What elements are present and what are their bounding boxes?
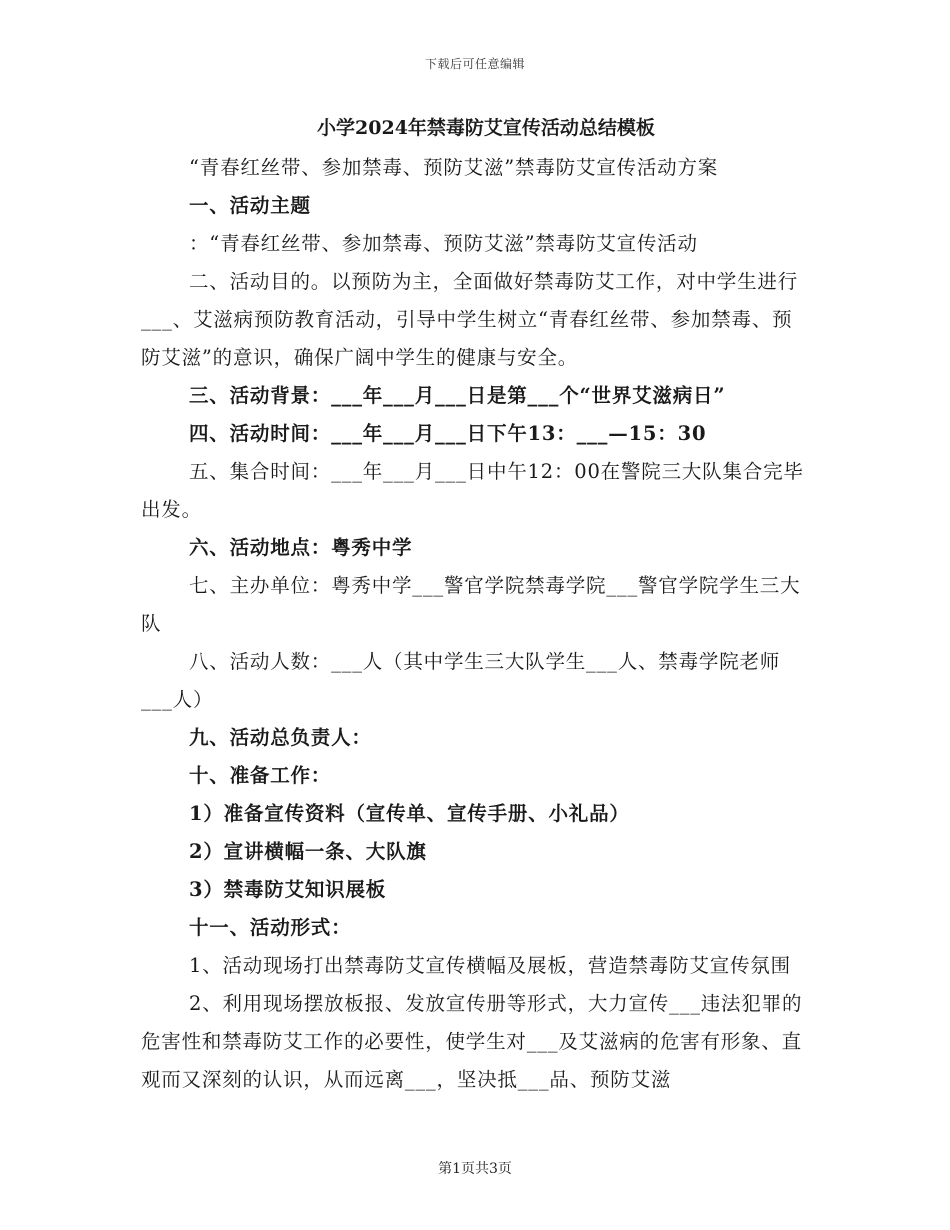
paragraph-organizer: 七、主办单位：粤秀中学___警官学院禁毒学院___警官学院学生三大队 [141, 574, 801, 635]
document-body [141, 113, 811, 1099]
list-item-prep-3: 3）禁毒防艾知识展板 [189, 878, 387, 901]
list-item-format-2: 2、利用现场摆放板报、发放宣传册等形式，大力宣传___违法犯罪的危害性和禁毒防艾工作的必要性，使学生对___及艾滋病的危害有形象、直观而又深刻的认识，从而远离___，坚决抵___品、预防艾滋 [141, 992, 803, 1091]
section-heading-theme: 一、活动主题 [189, 194, 311, 217]
section-time: 四、活动时间：___年___月___日下午13：___—15：30 [189, 422, 707, 445]
page-header: 下载后可任意编辑 [424, 57, 525, 71]
paragraph-subtitle: “青春红丝带、参加禁毒、预防艾滋”禁毒防艾宣传活动方案 [189, 156, 719, 179]
paragraph-gathering-time: 五、集合时间：___年___月___日中午12：00在警院三大队集合完毕出发。 [141, 460, 804, 521]
section-format: 十一、活动形式： [189, 916, 352, 939]
section-leader: 九、活动总负责人： [189, 726, 372, 749]
paragraph-theme: ：“青春红丝带、参加禁毒、预防艾滋”禁毒防艾宣传活动 [189, 232, 698, 255]
page-footer: 第1页共3页 [438, 1161, 512, 1177]
section-preparation: 十、准备工作： [189, 764, 332, 787]
list-item-prep-2: 2）宣讲横幅一条、大队旗 [189, 840, 427, 863]
section-background: 三、活动背景：___年___月___日是第___个“世界艾滋病日” [189, 384, 726, 407]
paragraph-purpose: 二、活动目的。以预防为主，全面做好禁毒防艾工作，对中学生进行___、艾滋病预防教育活动，引导中学生树立“青春红丝带、参加禁毒、预防艾滋”的意识，确保广阔中学生的健康与安全。 [141, 270, 799, 369]
section-location: 六、活动地点：粤秀中学 [189, 536, 413, 559]
list-item-format-1: 1、活动现场打出禁毒防艾宣传横幅及展板，营造禁毒防艾宣传氛围 [189, 954, 791, 977]
paragraph-participants: 八、活动人数：___人（其中学生三大队学生___人、禁毒学院老师___人） [141, 650, 781, 711]
list-item-prep-1: 1）准备宣传资料（宣传单、宣传手册、小礼品） [189, 802, 630, 825]
document-title: 小学2024年禁毒防艾宣传活动总结模板 [317, 117, 655, 139]
